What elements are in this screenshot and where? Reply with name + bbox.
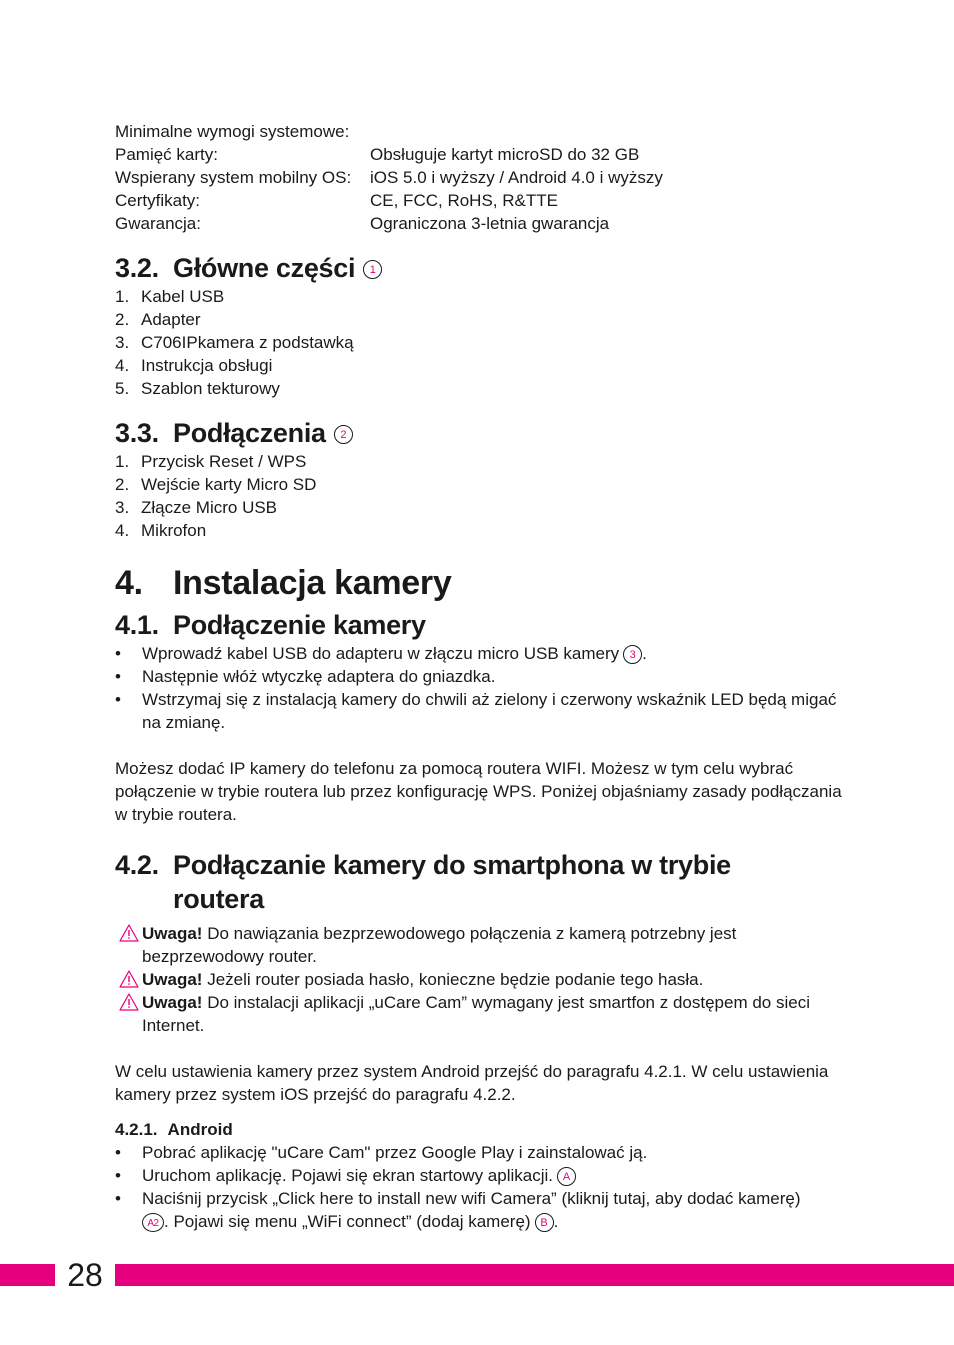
item-text: Wstrzymaj się z instalacją kamery do chwili aż zielony i czerwony wskaźnik LED będą migać na zmianę. bbox=[142, 690, 837, 732]
specs-table bbox=[115, 143, 845, 235]
bullet: • bbox=[115, 690, 121, 709]
footer-bar bbox=[0, 1264, 954, 1286]
item-text: . Pojawi się menu „WiFi connect” (dodaj kamerę) bbox=[164, 1212, 531, 1231]
figure-badge: A bbox=[557, 1167, 576, 1186]
warning-label: Uwaga! bbox=[142, 970, 203, 989]
spec-label: Gwarancja: bbox=[115, 214, 201, 233]
item-number: 2. bbox=[115, 475, 130, 494]
bullet: • bbox=[115, 1143, 121, 1162]
item-text-end: . bbox=[642, 644, 647, 663]
spec-value: iOS 5.0 i wyższy / Android 4.0 i wyższy bbox=[370, 168, 663, 187]
specs-heading: Minimalne wymogi systemowe: bbox=[115, 122, 350, 141]
item-text: Wejście karty Micro SD bbox=[141, 475, 317, 494]
parts-list bbox=[115, 285, 845, 400]
section-4-1-heading bbox=[115, 608, 845, 642]
list-item bbox=[115, 377, 845, 400]
item-text: Mikrofon bbox=[141, 521, 207, 540]
warning-icon bbox=[115, 922, 142, 968]
spacer bbox=[115, 1037, 845, 1060]
item-text: Instrukcja obsługi bbox=[141, 356, 273, 375]
spec-row bbox=[115, 143, 845, 166]
item-text: Kabel USB bbox=[141, 287, 225, 306]
list-item bbox=[115, 354, 845, 377]
section-title: Główne części bbox=[173, 253, 356, 283]
section-number: 4.2. bbox=[115, 850, 159, 880]
figure-badge: 2 bbox=[334, 425, 353, 444]
section-3-2-heading bbox=[115, 251, 845, 285]
item-number: 1. bbox=[115, 452, 130, 471]
list-item bbox=[115, 1141, 845, 1164]
item-text: Następnie włóż wtyczkę adaptera do gniazdka. bbox=[142, 667, 496, 686]
section-number: 4.1. bbox=[115, 610, 159, 640]
item-text: Wprowadź kabel USB do adapteru w złączu micro USB kamery bbox=[142, 644, 620, 663]
warning-note bbox=[115, 991, 845, 1037]
item-text: Pobrać aplikację "uCare Cam" przez Google Play i zainstalować ją. bbox=[142, 1143, 648, 1162]
list-item bbox=[115, 519, 845, 542]
bullet: • bbox=[115, 1166, 121, 1185]
section-3-3-heading bbox=[115, 416, 845, 450]
connect-steps bbox=[115, 642, 845, 734]
warning-text: Do instalacji aplikacji „uCare Cam” wymagany jest smartfon z dostępem do sieci Internet. bbox=[142, 993, 810, 1035]
figure-badge: A2 bbox=[142, 1213, 164, 1232]
chapter-4-heading bbox=[115, 562, 845, 604]
item-number: 4. bbox=[115, 521, 130, 540]
list-item bbox=[115, 450, 845, 473]
section-title: Android bbox=[167, 1120, 233, 1139]
list-item bbox=[115, 1187, 845, 1233]
item-number: 3. bbox=[115, 333, 130, 352]
list-item bbox=[115, 331, 845, 354]
spec-value: Obsługuje kartyt microSD do 32 GB bbox=[370, 145, 640, 164]
list-item bbox=[115, 308, 845, 331]
android-steps bbox=[115, 1141, 845, 1233]
spec-row bbox=[115, 166, 845, 189]
chapter-number: 4. bbox=[115, 564, 143, 602]
section-number: 3.3. bbox=[115, 418, 159, 448]
item-text: Złącze Micro USB bbox=[141, 498, 278, 517]
item-text: Naciśnij przycisk „Click here to install new wifi Camera” (kliknij tutaj, aby dodać kamerę) bbox=[142, 1189, 801, 1208]
spec-label: Pamięć karty: bbox=[115, 145, 218, 164]
spec-label: Wspierany system mobilny OS: bbox=[115, 168, 352, 187]
spec-value: CE, FCC, RoHS, R&TTE bbox=[370, 191, 558, 210]
spacer bbox=[115, 734, 845, 757]
item-text-end: . bbox=[553, 1212, 559, 1231]
item-text: Przycisk Reset / WPS bbox=[141, 452, 307, 471]
section-number: 3.2. bbox=[115, 253, 159, 283]
item-text: Uruchom aplikację. Pojawi się ekran startowy aplikacji. bbox=[142, 1166, 553, 1185]
spec-row bbox=[115, 189, 845, 212]
bullet: • bbox=[115, 1189, 121, 1208]
item-number: 3. bbox=[115, 498, 130, 517]
connections-list bbox=[115, 450, 845, 542]
warning-note bbox=[115, 968, 845, 991]
warning-label: Uwaga! bbox=[142, 924, 203, 943]
warning-icon bbox=[115, 968, 142, 991]
item-number: 4. bbox=[115, 356, 130, 375]
paragraph: W celu ustawienia kamery przez system Android przejść do paragrafu 4.2.1. W celu ustawienia kamery przez system iOS przejść do paragrafu 4.2.2. bbox=[115, 1062, 829, 1104]
spec-value: Ograniczona 3-letnia gwarancja bbox=[370, 214, 610, 233]
bullet: • bbox=[115, 667, 121, 686]
chapter-title: Instalacja kamery bbox=[173, 564, 452, 602]
item-number: 2. bbox=[115, 310, 130, 329]
item-number: 5. bbox=[115, 379, 130, 398]
list-item bbox=[115, 496, 845, 519]
list-item bbox=[115, 473, 845, 496]
bullet: • bbox=[115, 644, 121, 663]
warning-note bbox=[115, 922, 845, 968]
section-title: Podłączenie kamery bbox=[173, 610, 426, 640]
paragraph: Możesz dodać IP kamery do telefonu za pomocą routera WIFI. Możesz w tym celu wybrać połączenie w trybie routera lub przez konfigurację WPS. Poniżej objaśniamy zasady podłączania w trybie routera. bbox=[115, 759, 842, 824]
list-item bbox=[115, 1164, 845, 1187]
item-text: Adapter bbox=[141, 310, 201, 329]
section-title: Podłączenia bbox=[173, 418, 326, 448]
item-text: C706IPkamera z podstawką bbox=[141, 333, 354, 352]
list-item bbox=[115, 665, 845, 688]
warning-label: Uwaga! bbox=[142, 993, 203, 1012]
section-number: 4.2.1. bbox=[115, 1120, 158, 1139]
spec-row bbox=[115, 212, 845, 235]
section-title: Podłączanie kamery do smartphona w trybie routera bbox=[173, 850, 731, 914]
section-4-2-heading bbox=[115, 848, 845, 916]
figure-badge: 1 bbox=[363, 260, 382, 279]
list-item bbox=[115, 642, 845, 665]
list-item bbox=[115, 688, 845, 734]
warning-icon bbox=[115, 991, 142, 1037]
item-number: 1. bbox=[115, 287, 130, 306]
section-4-2-1-heading bbox=[115, 1118, 845, 1141]
warning-text: Do nawiązania bezprzewodowego połączenia z kamerą potrzebny jest bezprzewodowy router. bbox=[142, 924, 737, 966]
figure-badge: B bbox=[535, 1213, 554, 1232]
item-text: Szablon tekturowy bbox=[141, 379, 280, 398]
list-item bbox=[115, 285, 845, 308]
page-number: 28 bbox=[55, 1256, 115, 1294]
warning-text: Jeżeli router posiada hasło, konieczne będzie podanie tego hasła. bbox=[202, 970, 704, 989]
page-content bbox=[115, 120, 845, 1233]
figure-badge: 3 bbox=[623, 645, 642, 664]
spec-label: Certyfikaty: bbox=[115, 191, 201, 210]
